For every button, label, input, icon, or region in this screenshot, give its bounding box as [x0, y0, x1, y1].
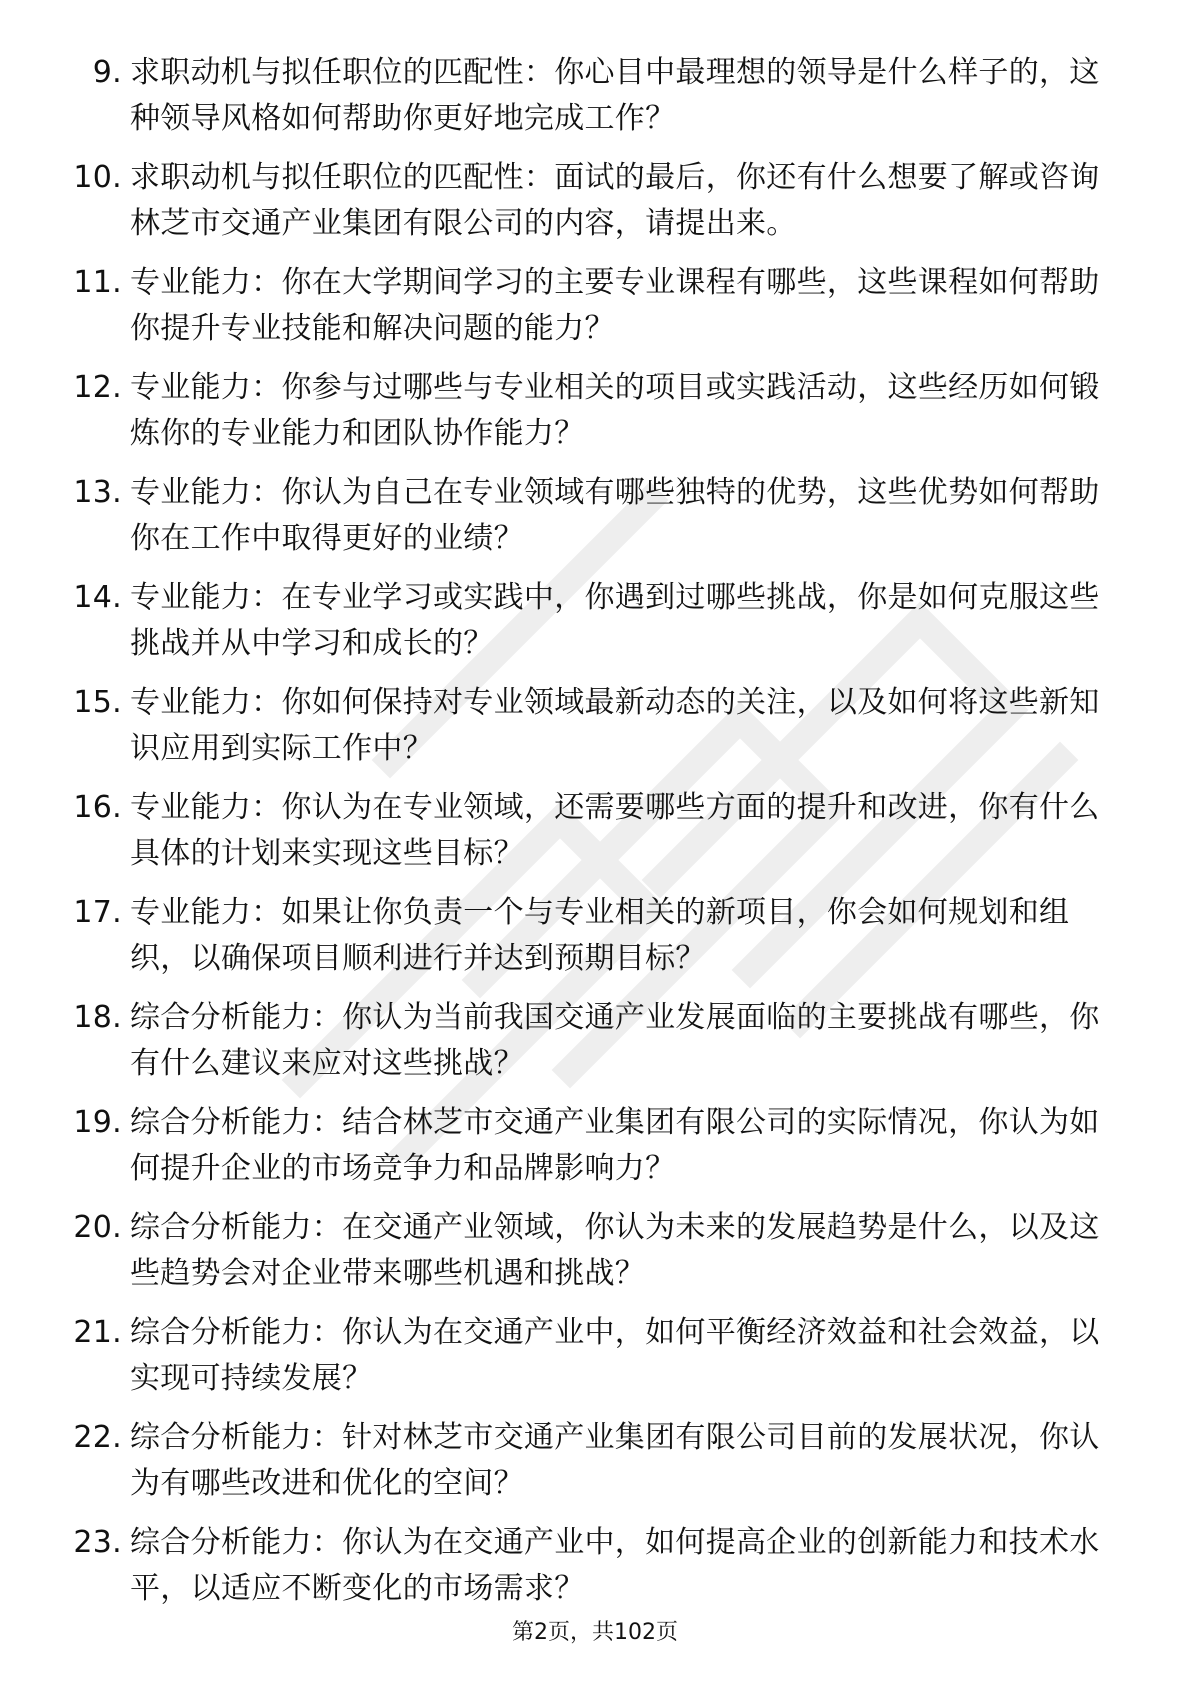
question-item-18 [50, 995, 1120, 1087]
question-text: 求职动机与拟任职位的匹配性：面试的最后，你还有什么想要了解或咨询林芝市交通产业集团有限公司的内容，请提出来。 [130, 160, 1100, 241]
question-item-19 [50, 1100, 1120, 1192]
question-number: 17. [73, 895, 122, 930]
question-number: 21. [73, 1315, 122, 1350]
question-text: 综合分析能力：在交通产业领域，你认为未来的发展趋势是什么，以及这些趋势会对企业带来哪些机遇和挑战？ [130, 1210, 1100, 1291]
question-number: 12. [73, 370, 122, 405]
question-item-12 [50, 365, 1120, 457]
question-number: 13. [73, 475, 122, 510]
question-number: 14. [73, 580, 122, 615]
question-text: 综合分析能力：针对林芝市交通产业集团有限公司目前的发展状况，你认为有哪些改进和优化的空间？ [130, 1420, 1100, 1501]
question-number: 18. [73, 1000, 122, 1035]
question-item-23 [50, 1520, 1120, 1612]
page-footer: 第2页，共102页 [512, 1620, 678, 1645]
question-text: 综合分析能力：你认为在交通产业中，如何平衡经济效益和社会效益，以实现可持续发展？ [130, 1315, 1100, 1396]
question-text: 综合分析能力：结合林芝市交通产业集团有限公司的实际情况，你认为如何提升企业的市场竞争力和品牌影响力？ [130, 1105, 1100, 1186]
question-item-16 [50, 785, 1120, 877]
question-text: 专业能力：在专业学习或实践中，你遇到过哪些挑战，你是如何克服这些挑战并从中学习和成长的？ [130, 580, 1100, 661]
question-item-17 [50, 890, 1120, 982]
question-text: 专业能力：如果让你负责一个与专业相关的新项目，你会如何规划和组织，以确保项目顺利进行并达到预期目标？ [130, 895, 1070, 976]
question-item-15 [50, 680, 1120, 772]
question-number: 23. [73, 1525, 122, 1560]
question-item-14 [50, 575, 1120, 667]
question-number: 19. [73, 1105, 122, 1140]
question-text: 专业能力：你认为自己在专业领域有哪些独特的优势，这些优势如何帮助你在工作中取得更好的业绩？ [130, 475, 1100, 556]
question-item-11 [50, 260, 1120, 352]
question-item-10 [50, 155, 1120, 247]
question-number: 16. [73, 790, 122, 825]
question-text: 求职动机与拟任职位的匹配性：你心目中最理想的领导是什么样子的，这种领导风格如何帮助你更好地完成工作？ [130, 55, 1100, 136]
question-text: 综合分析能力：你认为在交通产业中，如何提高企业的创新能力和技术水平，以适应不断变化的市场需求？ [130, 1525, 1100, 1606]
question-text: 专业能力：你如何保持对专业领域最新动态的关注，以及如何将这些新知识应用到实际工作中？ [130, 685, 1100, 766]
question-number: 9. [92, 55, 122, 90]
question-item-9 [50, 50, 1120, 142]
question-text: 专业能力：你认为在专业领域，还需要哪些方面的提升和改进，你有什么具体的计划来实现这些目标？ [130, 790, 1100, 871]
question-number: 20. [73, 1210, 122, 1245]
question-item-13 [50, 470, 1120, 562]
question-item-22 [50, 1415, 1120, 1507]
question-number: 10. [73, 160, 122, 195]
question-item-21 [50, 1310, 1120, 1402]
question-number: 11. [73, 265, 122, 300]
question-text: 专业能力：你在大学期间学习的主要专业课程有哪些，这些课程如何帮助你提升专业技能和解决问题的能力？ [130, 265, 1100, 346]
question-text: 综合分析能力：你认为当前我国交通产业发展面临的主要挑战有哪些，你有什么建议来应对这些挑战？ [130, 1000, 1100, 1081]
question-list [50, 50, 1120, 1625]
question-text: 专业能力：你参与过哪些与专业相关的项目或实践活动，这些经历如何锻炼你的专业能力和团队协作能力？ [130, 370, 1100, 451]
question-number: 22. [73, 1420, 122, 1455]
question-item-20 [50, 1205, 1120, 1297]
question-number: 15. [73, 685, 122, 720]
